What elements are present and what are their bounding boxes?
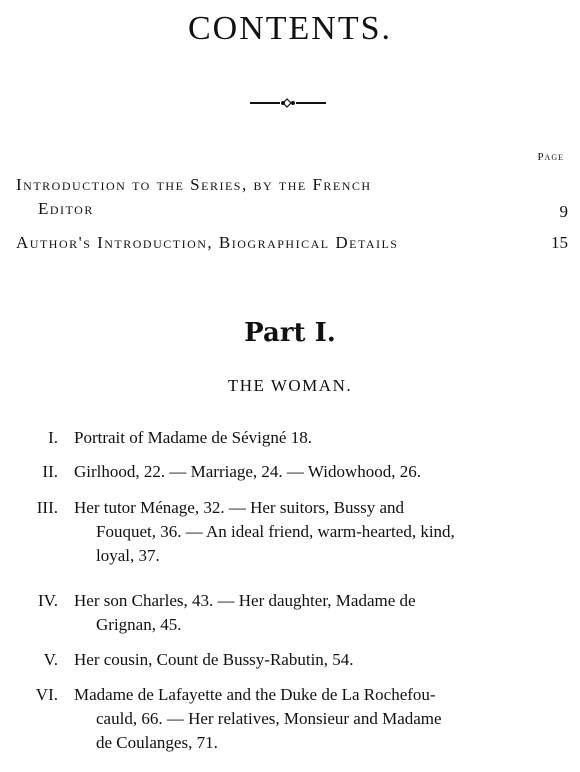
chapter-line: Girlhood, 22. — Marriage, 24. — Widowhood, 26. [74,462,421,481]
chapter-line: Her son Charles, 43. — Her daughter, Madame de [74,591,416,610]
section-heading: THE WOMAN. [227,376,353,395]
chapter-line: Her cousin, Count de Bussy-Rabutin, 54. [74,650,354,669]
chapter-line: Her tutor Ménage, 32. — Her suitors, Bussy and [74,498,405,517]
chapter-line: loyal, 37. [96,546,160,565]
chapter-line: Fouquet, 36. — An ideal friend, warm-hearted, kind, [96,522,455,541]
chapter-number: I. [48,428,58,447]
chapter-line: Grignan, 45. [96,615,182,634]
front-entry-line: Editor [38,199,94,218]
front-entry-line: Introduction to the Series, by the French [16,175,372,194]
front-entry-page: 15 [551,233,568,252]
ornament-divider [250,97,326,109]
front-entry-series-intro [16,175,568,219]
front-entry-page: 9 [559,202,568,221]
chapter-number: II. [42,462,58,481]
front-entry-line: Author's Introduction, Biographical Details [16,233,399,252]
part-heading: Part I. [244,318,336,348]
chapter-number: V. [43,650,58,669]
chapter-number: III. [36,498,58,517]
page-column-header: Page [537,151,564,163]
chapter-number: VI. [35,685,58,704]
chapter-line: Madame de Lafayette and the Duke de La Rochefou- [74,685,436,704]
chapter-line: cauld, 66. — Her relatives, Monsieur and Madame [96,709,442,728]
chapter-line: de Coulanges, 71. [96,733,218,752]
contents-title: CONTENTS. [187,10,393,47]
chapter-line: Portrait of Madame de Sévigné 18. [74,428,312,447]
front-entry-author-intro [16,233,568,253]
chapter-number: IV. [38,591,58,610]
